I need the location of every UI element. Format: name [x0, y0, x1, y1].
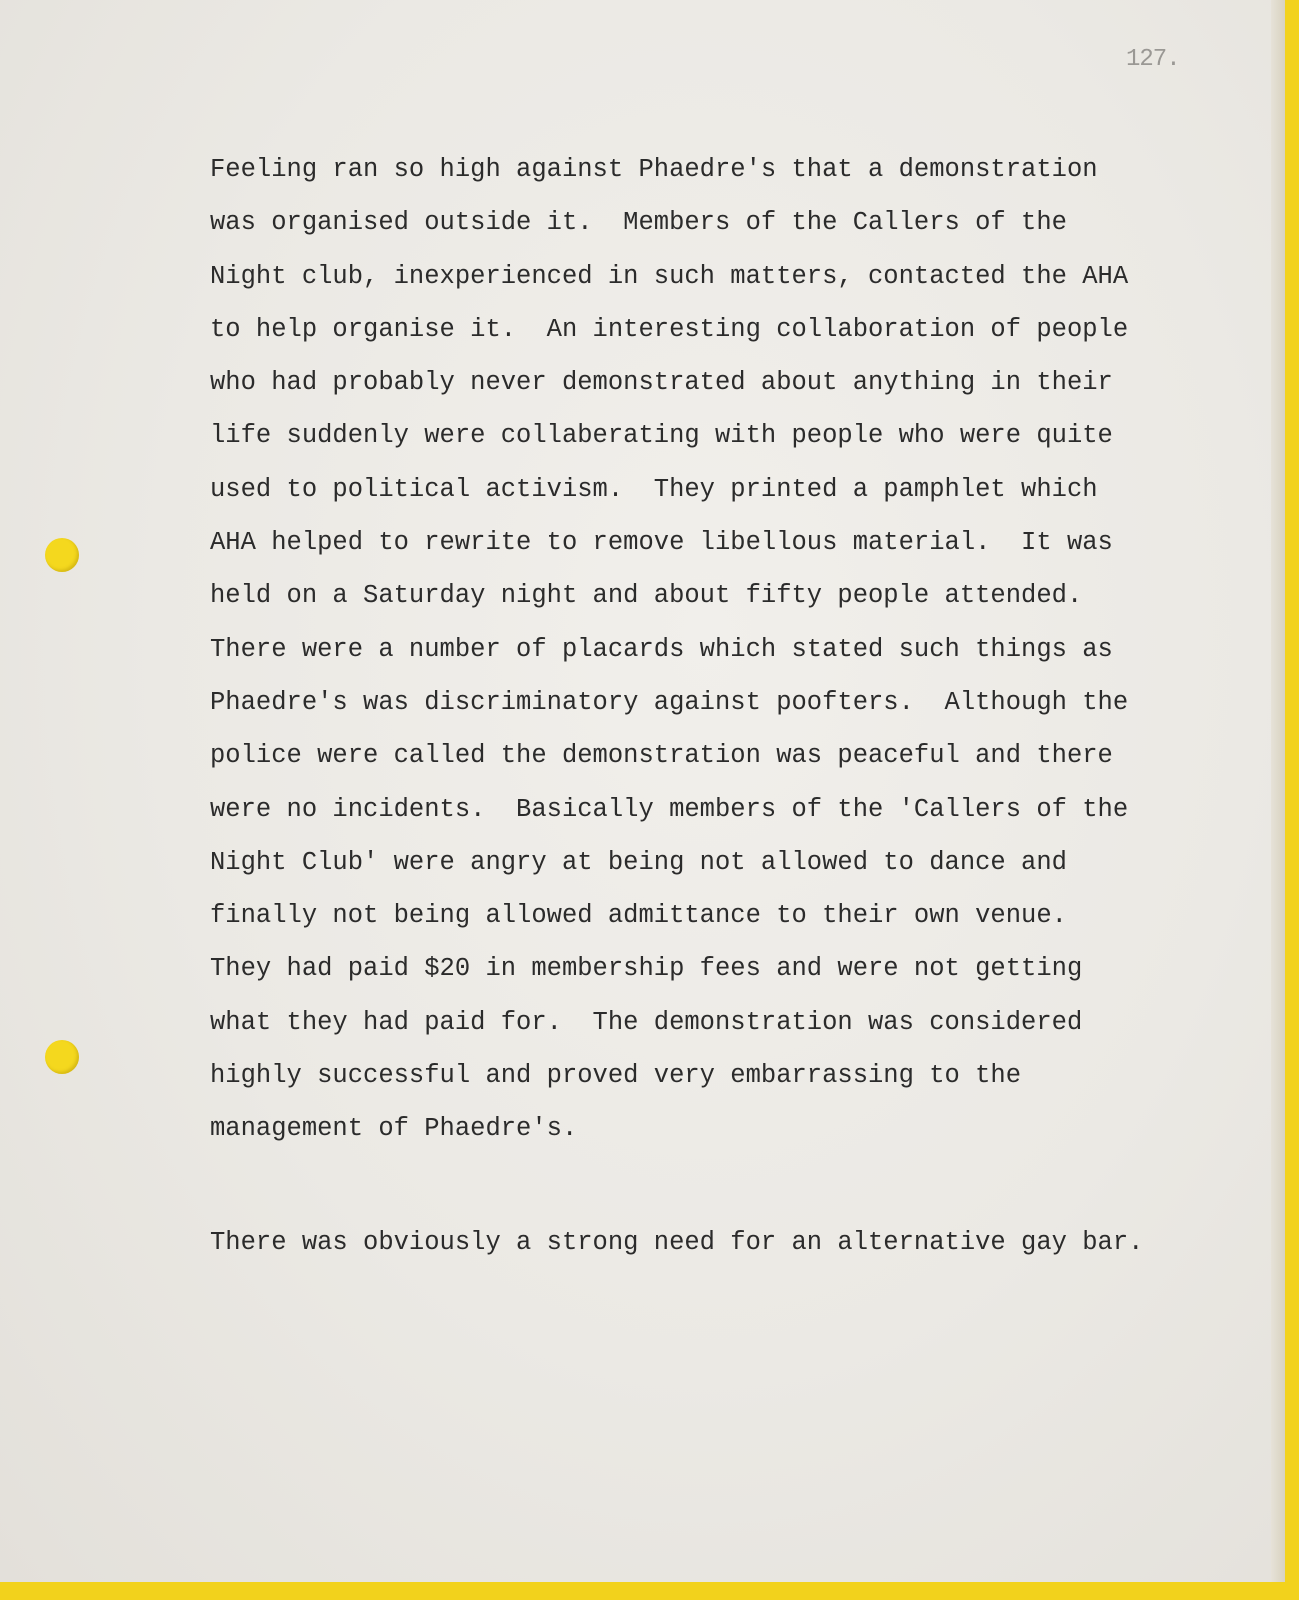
paragraph-line: Night Club' were angry at being not allowed to dance and [210, 847, 1067, 877]
paragraph-line: used to political activism. They printed a pamphlet which [210, 474, 1098, 504]
binder-band [0, 1582, 1299, 1600]
paragraph-line: Night club, inexperienced in such matters, contacted the AHA [210, 261, 1129, 291]
paragraph-line: who had probably never demonstrated about anything in their [210, 368, 1113, 398]
paragraph-line: held on a Saturday night and about fifty people attended. [210, 581, 1083, 611]
paragraph-line: what they had paid for. The demonstration was considered [210, 1007, 1083, 1037]
paragraph-line: were no incidents. Basically members of the 'Callers of the [210, 794, 1129, 824]
binder-hole-top [45, 538, 79, 572]
paragraph-line: was organised outside it. Members of the Callers of the [210, 208, 1067, 238]
paragraph-line: Feeling ran so high against Phaedre's that a demonstration [210, 155, 1098, 184]
paragraph-line: police were called the demonstration was peaceful and there [210, 741, 1113, 771]
paragraph-line: AHA helped to rewrite to remove libellous material. It was [210, 528, 1113, 558]
paragraph-line: management of Phaedre's. [210, 1114, 578, 1144]
paragraph-line: highly successful and proved very embarrassing to the [210, 1061, 1022, 1091]
paragraph-line: to help organise it. An interesting collaboration of people [210, 314, 1129, 344]
body-paragraph [210, 143, 1210, 1156]
paragraph-line: finally not being allowed admittance to their own venue. [210, 901, 1067, 931]
page-edge [1271, 0, 1285, 1582]
closing-sentence: There was obviously a strong need for an alternative gay bar. [210, 1228, 1144, 1257]
binder-hole-bottom [45, 1040, 79, 1074]
page-number: 127. [1126, 46, 1180, 73]
paragraph-line: life suddenly were collaberating with people who were quite [210, 421, 1113, 451]
paragraph-line: There were a number of placards which stated such things as [210, 634, 1113, 664]
paragraph-line: They had paid $20 in membership fees and were not getting [210, 954, 1083, 984]
paragraph-line: Phaedre's was discriminatory against poofters. Although the [210, 687, 1129, 717]
